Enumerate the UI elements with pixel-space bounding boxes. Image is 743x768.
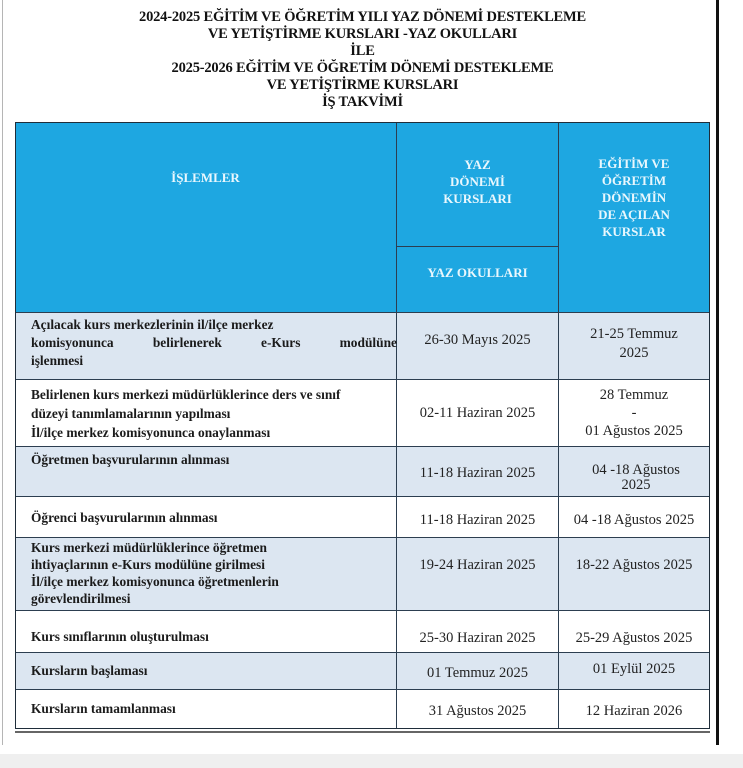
operation-line: işlenmesi bbox=[31, 353, 84, 368]
date-line: 11-18 Haziran 2025 bbox=[419, 511, 536, 528]
date-line: 19-24 Haziran 2025 bbox=[419, 557, 536, 573]
header-term-line: DE AÇILAN bbox=[598, 207, 670, 222]
operation-line: Kursların tamamlanması bbox=[31, 701, 176, 716]
row-7-operation bbox=[15, 653, 397, 690]
header-summer-line: YAZ bbox=[464, 157, 491, 172]
table-bottom-rule bbox=[15, 731, 710, 733]
row-2-operation bbox=[15, 380, 397, 447]
row-8-operation bbox=[15, 690, 397, 729]
date-line: 01 Eylül 2025 bbox=[592, 660, 676, 677]
operation-line: ihtiyaçlarının e-Kurs modülüne girilmesi bbox=[31, 557, 265, 572]
header-term-line: KURSLAR bbox=[602, 224, 666, 239]
title-line: 2024-2025 EĞİTİM VE ÖĞRETİM YILI YAZ DÖNEMİ DESTEKLEME bbox=[139, 9, 586, 25]
header-operations bbox=[15, 122, 397, 313]
operation-line: İl/ilçe merkez komisyonunca öğretmenlerin bbox=[31, 574, 279, 589]
row-6-term-date bbox=[559, 611, 710, 653]
row-7-term-date bbox=[559, 653, 710, 690]
title-line: 2025-2026 EĞİTİM VE ÖĞRETİM DÖNEMİ DESTEKLEME bbox=[171, 60, 554, 76]
operation-line: Açılacak kurs merkezlerinin il/ilçe merkez bbox=[31, 317, 274, 332]
row-5-summer-date bbox=[397, 538, 559, 611]
row-2-term-date bbox=[559, 380, 710, 447]
row-5-operation bbox=[15, 538, 397, 611]
title-line: İŞ TAKVİMİ bbox=[322, 94, 403, 110]
bottom-gray-band bbox=[0, 754, 743, 768]
row-5-term-date bbox=[559, 538, 710, 611]
operation-line: Öğrenci başvurularının alınması bbox=[31, 510, 218, 525]
date-line: 2025 bbox=[619, 345, 649, 361]
row-1-summer-date bbox=[397, 313, 559, 380]
row-1-operation bbox=[15, 313, 397, 380]
header-term-line: EĞİTİM VE bbox=[598, 156, 670, 171]
row-2-summer-date bbox=[397, 380, 559, 447]
date-line: - bbox=[631, 405, 637, 421]
date-line: 18-22 Ağustos 2025 bbox=[575, 557, 693, 573]
row-6-summer-date bbox=[397, 611, 559, 653]
row-4-summer-date bbox=[397, 497, 559, 538]
date-line: 31 Ağustos 2025 bbox=[428, 703, 527, 719]
row-1-term-date bbox=[559, 313, 710, 380]
operation-word: komisyonunca bbox=[31, 335, 114, 350]
operation-line: düzeyi tanımlamalarının yapılması bbox=[31, 406, 231, 421]
header-term-line: DÖNEMİN bbox=[601, 190, 667, 205]
header-term-line: ÖĞRETİM bbox=[601, 173, 667, 188]
row-4-term-date bbox=[559, 497, 710, 538]
document-title bbox=[15, 9, 710, 111]
date-line: 21-25 Temmuz bbox=[590, 326, 678, 342]
schedule-table bbox=[15, 122, 710, 729]
operation-line: görevlendirilmesi bbox=[31, 591, 131, 606]
header-summer-line: DÖNEMİ bbox=[450, 174, 505, 189]
operation-line-justified bbox=[31, 334, 397, 352]
row-6-operation bbox=[15, 611, 397, 653]
operation-line: Kurs merkezi müdürlüklerince öğretmen bbox=[31, 540, 267, 555]
date-line: 04 -18 Ağustos bbox=[592, 461, 680, 478]
page-left-rule bbox=[2, 0, 3, 745]
date-line: 25-29 Ağustos 2025 bbox=[575, 630, 693, 646]
operation-line: İl/ilçe merkez komisyonunca onaylanması bbox=[31, 425, 271, 440]
date-line: 2025 bbox=[621, 476, 651, 493]
header-summer-schools bbox=[397, 247, 559, 313]
header-operations-label: İŞLEMLER bbox=[171, 170, 240, 185]
operation-line: Belirlenen kurs merkezi müdürlüklerince ders ve sınıf bbox=[31, 387, 341, 402]
row-3-operation bbox=[15, 447, 397, 497]
date-line: 12 Haziran 2026 bbox=[585, 703, 683, 719]
row-3-term-date bbox=[559, 447, 710, 497]
operation-line: Kursların başlaması bbox=[31, 663, 148, 678]
page-right-rule bbox=[716, 0, 719, 745]
date-line: 11-18 Haziran 2025 bbox=[419, 465, 536, 481]
title-line: VE YETİŞTİRME KURSLARI -YAZ OKULLARI bbox=[207, 26, 518, 42]
header-summer-line: KURSLARI bbox=[443, 191, 512, 206]
row-3-summer-date bbox=[397, 447, 559, 497]
row-4-operation bbox=[15, 497, 397, 538]
date-line: 04 -18 Ağustos 2025 bbox=[573, 511, 695, 528]
header-summer-courses bbox=[397, 122, 559, 247]
header-summer-sub: YAZ OKULLARI bbox=[427, 265, 528, 280]
operation-word: e-Kurs bbox=[261, 335, 301, 350]
title-line: İLE bbox=[350, 43, 375, 59]
row-8-summer-date bbox=[397, 690, 559, 729]
operation-line: Öğretmen başvurularının alınması bbox=[31, 452, 230, 467]
date-line: 26-30 Mayıs 2025 bbox=[424, 331, 531, 348]
date-line: 25-30 Haziran 2025 bbox=[419, 630, 536, 646]
row-7-summer-date bbox=[397, 653, 559, 690]
operation-word: modülüne bbox=[339, 335, 397, 350]
date-line: 01 Temmuz 2025 bbox=[426, 664, 528, 681]
date-line: 01 Ağustos 2025 bbox=[585, 423, 683, 439]
row-8-term-date bbox=[559, 690, 710, 729]
date-line: 28 Temmuz bbox=[599, 387, 669, 403]
header-term-courses bbox=[559, 122, 710, 313]
date-line: 02-11 Haziran 2025 bbox=[419, 404, 536, 421]
operation-line: Kurs sınıflarının oluşturulması bbox=[31, 629, 209, 644]
title-line: VE YETİŞTİRME KURSLARI bbox=[266, 77, 459, 93]
operation-word: belirlenerek bbox=[152, 335, 222, 350]
